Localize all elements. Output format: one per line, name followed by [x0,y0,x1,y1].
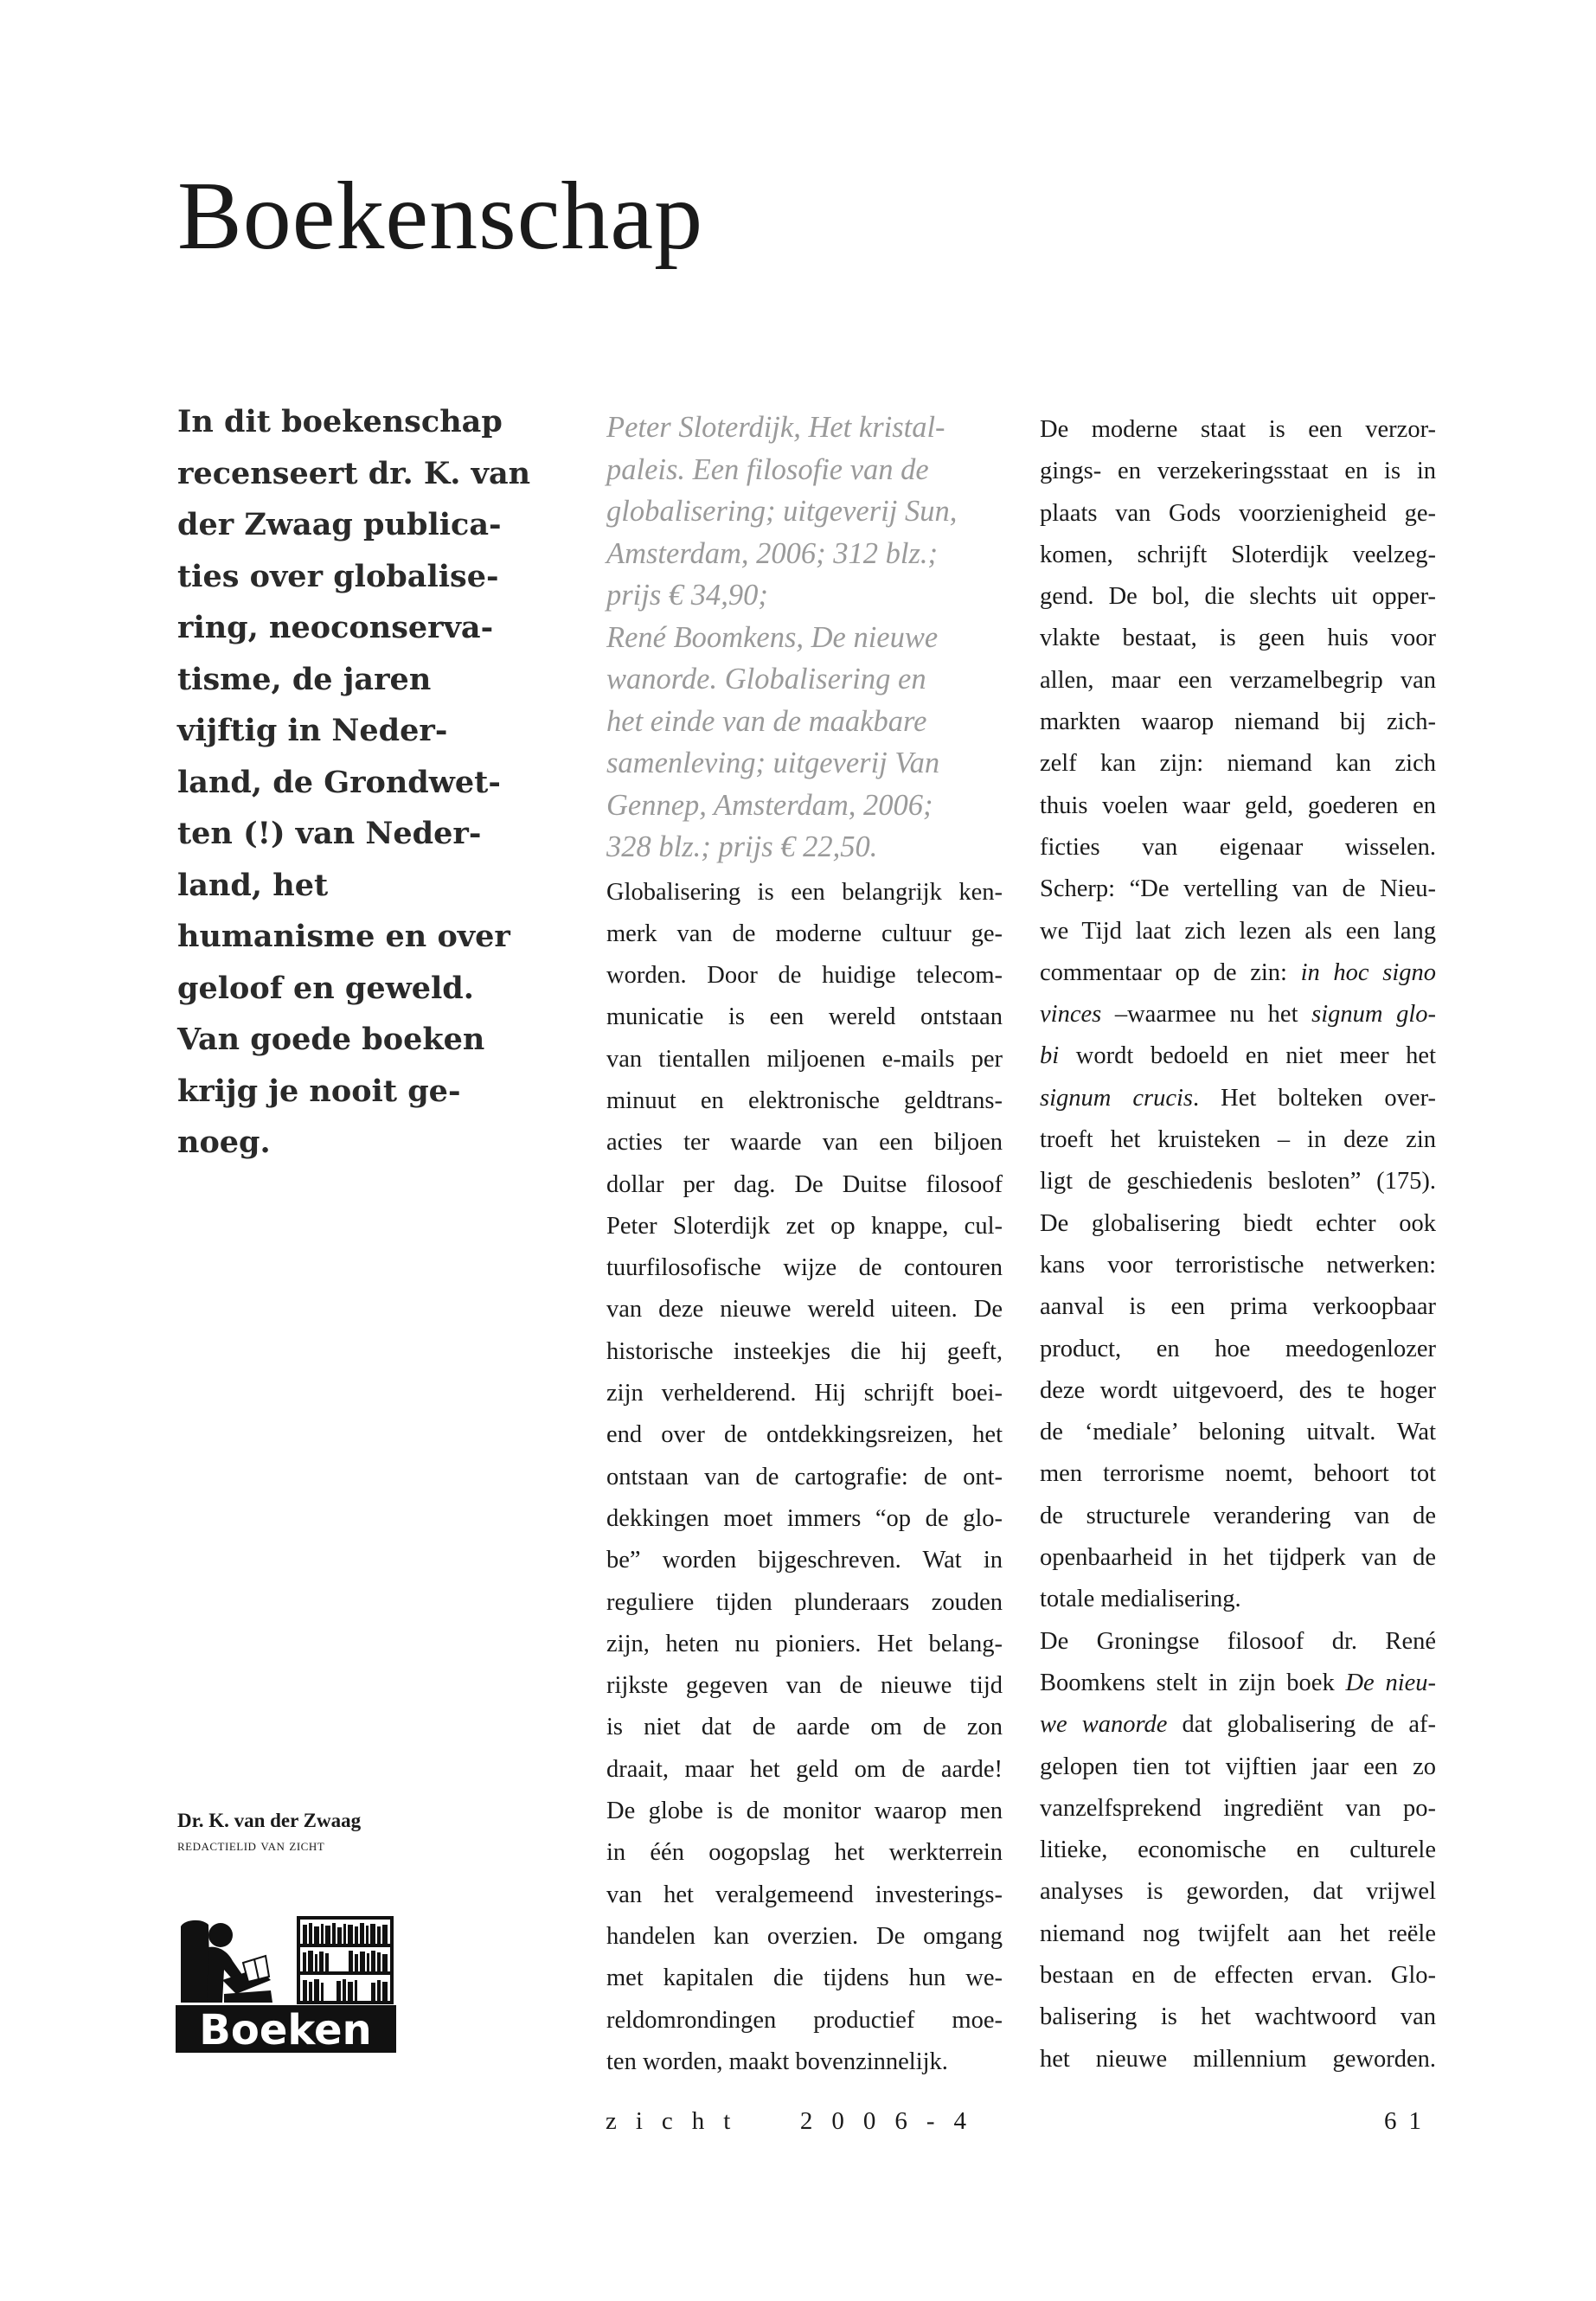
body-line: troeft het kruisteken – in deze zin [1040,1126,1436,1154]
body-line: komen, schrijft Sloterdijk veelzeg- [1040,541,1436,568]
body-line: kans voor terroristische netwerken: [1040,1251,1436,1279]
body-line: vanzelfsprekend ingrediënt van po- [1040,1794,1436,1822]
latin-phrase: vinces [1040,1001,1115,1029]
body-line [1040,1078,1436,1119]
body-line: dollar per dag. De Duitse filosoof [606,1170,1003,1198]
bookshelf-icon [298,1918,392,2003]
reference-line: Gennep, Amsterdam, 2006; [606,788,933,822]
body-line: historische insteekjes die hij geeft, [606,1337,1003,1365]
lead-line: Van goede boeken [177,1022,485,1057]
reference-line: René Boomkens, De nieuwe [606,620,939,654]
body-line: aanval is een prima verkoopbaar [1040,1293,1436,1321]
body-line: end over de ontdekkingsreizen, het [606,1421,1003,1449]
reference-line: paleis. Een filosofie van de [606,452,929,486]
body-line: gings- en verzekeringsstaat en is in [1040,458,1436,485]
book-references [606,407,1003,868]
body-line: handelen kan overzien. De omgang [606,1922,1003,1950]
body-line: minuut en elektronische geldtrans- [606,1086,1003,1114]
body-line: ficties van eigenaar wisselen. [1040,833,1436,861]
body-line: reldomrondingen productief moe- [606,2006,1003,2034]
lead-line: noeg. [177,1125,271,1160]
author-name: Dr. K. van der Zwaag [177,1810,362,1831]
body-line: municatie is een wereld ontstaan [606,1003,1003,1031]
author-credit [177,1808,489,1856]
body-line: plaats van Gods voorzienigheid ge- [1040,499,1436,527]
body-line: bestaan en de effecten ervan. Glo- [1040,1961,1436,1989]
body-line: reguliere tijden plunderaars zouden [606,1588,1003,1616]
body-line: openbaarheid in het tijdperk van de [1040,1544,1436,1572]
lead-line: tisme, de jaren [177,661,432,697]
body-line: Globalisering is een belangrijk ken- [606,878,1003,906]
reader-silhouette-icon [181,1920,272,2003]
lead-line: land, de Grondwet- [177,764,501,800]
reference-line: Amsterdam, 2006; 312 blz.; [606,536,938,570]
body-text-col2 [606,872,1003,2084]
body-line: allen, maar een verzamelbegrip van [1040,666,1436,694]
body-line: de ‘mediale’ beloning uitvalt. Wat [1040,1419,1436,1446]
body-line: niemand nog twijfelt aan het reële [1040,1920,1436,1947]
body-line: deze wordt uitgevoerd, des te hoger [1040,1376,1436,1404]
body-line: gelopen tien tot vijftien jaar een zo [1040,1753,1436,1780]
body-line: be” worden bijgeschreven. Wat in [606,1547,1003,1574]
column-3 [1040,409,1436,2080]
book-title: De nieu- [1345,1669,1437,1696]
latin-phrase: in hoc signo [1300,958,1436,986]
book-title: we wanorde [1040,1711,1168,1739]
body-line: ten worden, maakt bovenzinnelijk. [606,2048,948,2075]
body-line: het nieuwe millennium geworden. [1040,2045,1436,2073]
body-line: Scherp: “De vertelling van de Nieu- [1040,875,1436,903]
body-line: we Tijd laat zich lezen als een lang [1040,917,1436,945]
reference-line: samenleving; uitgeverij Van [606,747,940,779]
body-line: ligt de geschiedenis besloten” (175). [1040,1168,1436,1195]
body-line [1040,952,1436,994]
author-role: redactielid van zicht [177,1836,325,1854]
body-line: van deze nieuwe wereld uiteen. De [606,1296,1003,1324]
latin-phrase: signum crucis [1040,1084,1193,1112]
column-2 [606,407,1003,2083]
body-line: analyses is geworden, dat vrijwel [1040,1878,1436,1906]
body-line: De globe is de monitor waarop men [606,1798,1003,1825]
body-line: tuurfilosofische wijze de contouren [606,1254,1003,1282]
body-line [1040,1704,1436,1746]
body-fragment: dat globalisering de af- [1167,1711,1436,1739]
body-line: van het veralgemeend investerings- [606,1881,1003,1908]
body-fragment: commentaar op de zin: [1040,958,1301,986]
latin-phrase: signum glo- [1311,1001,1436,1029]
reference-line: globalisering; uitgeverij Sun, [606,495,958,528]
lead-line: ties over globalise- [177,558,499,594]
body-line: is niet dat de aarde om de zon [606,1714,1003,1741]
body-line: zijn verhelderend. Hij schrijft boei- [606,1380,1003,1407]
lead-line: recenseert dr. K. van [177,455,531,491]
body-fragment: Boomkens stelt in zijn boek [1040,1669,1346,1696]
page-title: Boekenschap [177,163,704,270]
body-line: dekkingen moet immers “op de glo- [606,1504,1003,1532]
issue-number: 2006-4 [799,2107,986,2135]
body-line: De moderne staat is een verzor- [1040,416,1436,443]
body-line [1040,1035,1436,1077]
lead-intro [177,396,531,1169]
lead-line: der Zwaag publica- [177,507,502,542]
reference-line: 328 blz.; prijs € 22,50. [606,830,878,863]
body-line: worden. Door de huidige telecom- [606,962,1003,990]
lead-line: land, het [177,867,329,903]
page-number: 61 [1384,2107,1433,2135]
lead-line: ten (!) van Neder- [177,816,482,851]
body-line: Peter Sloterdijk zet op knappe, cul- [606,1212,1003,1240]
body-line: De Groningse filosoof dr. René [1040,1627,1436,1655]
reference-line: wanorde. Globalisering en [606,663,926,695]
body-line: gend. De bol, die slechts uit opper- [1040,583,1436,611]
boeken-logo [176,1916,396,2053]
magazine-name: zicht [606,2107,750,2135]
reference-line: het einde van de maakbare [606,704,927,738]
lead-line: krijg je nooit ge- [177,1073,461,1109]
body-line: totale medialisering. [1040,1586,1241,1613]
body-fragment: . Het bolteken over- [1193,1084,1436,1112]
latin-phrase: bi [1040,1042,1060,1070]
body-line: rijkste gegeven van de nieuwe tijd [606,1672,1003,1700]
body-line: De globalisering biedt echter ook [1040,1209,1436,1237]
body-line: balisering is het wachtwoord van [1040,2003,1436,2031]
body-line: zijn, heten nu pioniers. Het belang- [606,1630,1003,1657]
body-line: thuis voelen waar geld, goederen en [1040,792,1436,819]
lead-line: geloof en geweld. [177,970,474,1006]
body-line: vlakte bestaat, is geen huis voor [1040,625,1436,652]
reference-line: Peter Sloterdijk, Het kristal- [606,411,945,444]
body-fragment: wordt bedoeld en niet meer het [1059,1042,1436,1070]
lead-line: vijftig in Neder- [177,713,448,748]
body-line: in één oogopslag het werkterrein [606,1839,1003,1867]
body-fragment: –waarmee nu het [1114,1001,1312,1029]
logo-label: Boeken [199,2006,372,2053]
body-line: van tientallen miljoenen e-mails per [606,1045,1003,1073]
body-line: markten waarop niemand bij zich- [1040,708,1436,736]
body-line: product, en hoe meedogenlozer [1040,1335,1436,1362]
body-line [1040,994,1436,1035]
body-line: ontstaan van de cartografie: de ont- [606,1463,1003,1490]
body-line: de structurele verandering van de [1040,1502,1436,1529]
footer-magazine [606,2107,985,2136]
body-line: merk van de moderne cultuur ge- [606,920,1003,947]
body-line: met kapitalen die tijdens hun we- [606,1965,1003,1992]
body-line [1040,1663,1436,1704]
body-line: litieke, economische en culturele [1040,1836,1436,1864]
reference-line: prijs € 34,90; [606,579,768,612]
lead-line: ring, neoconserva- [177,610,494,645]
body-line: draait, maar het geld om de aarde! [606,1755,1003,1783]
body-line: zelf kan zijn: niemand kan zich [1040,750,1436,778]
lead-line: In dit boekenschap [177,404,503,439]
lead-line: humanisme en over [177,919,510,954]
body-line: acties ter waarde van een biljoen [606,1129,1003,1157]
body-line: men terrorisme noemt, behoort tot [1040,1460,1436,1488]
